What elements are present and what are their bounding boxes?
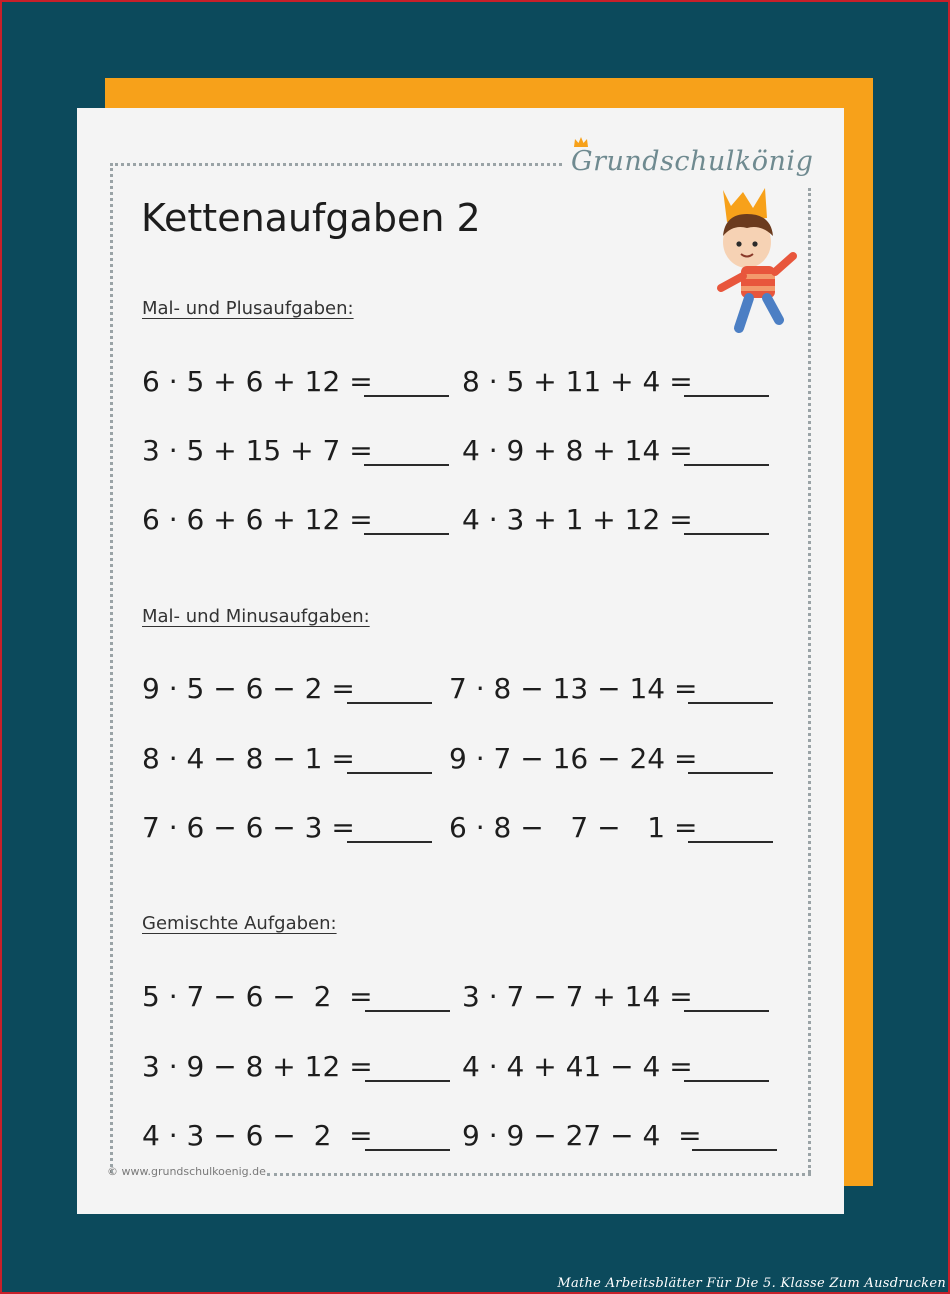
answer-blank[interactable] xyxy=(688,702,773,704)
section-heading-plus: Mal- und Plusaufgaben: xyxy=(142,298,354,319)
answer-blank[interactable] xyxy=(684,1080,769,1082)
answer-blank[interactable] xyxy=(692,1149,777,1151)
problem-right: 6 · 8 − 7 − 1 = xyxy=(449,811,698,844)
problem-row xyxy=(77,362,844,402)
answer-blank[interactable] xyxy=(688,772,773,774)
problem-right: 4 · 4 + 41 − 4 = xyxy=(462,1050,693,1083)
mascot-boy-icon xyxy=(713,178,803,338)
problem-left: 6 · 6 + 6 + 12 = xyxy=(142,503,373,536)
answer-blank[interactable] xyxy=(364,395,449,397)
worksheet xyxy=(77,108,844,1214)
answer-blank[interactable] xyxy=(684,533,769,535)
brand-logo: Grundschulkönig xyxy=(571,146,814,177)
problem-right: 4 · 9 + 8 + 14 = xyxy=(462,434,693,467)
problem-left: 3 · 5 + 15 + 7 = xyxy=(142,434,373,467)
problem-left: 8 · 4 − 8 − 1 = xyxy=(142,742,355,775)
dotted-border-top xyxy=(110,163,562,166)
answer-blank[interactable] xyxy=(364,533,449,535)
problem-left: 4 · 3 − 6 − 2 = xyxy=(142,1119,373,1152)
section-heading-mixed: Gemischte Aufgaben: xyxy=(142,913,337,934)
answer-blank[interactable] xyxy=(347,841,432,843)
problem-left: 3 · 9 − 8 + 12 = xyxy=(142,1050,373,1083)
problem-right: 3 · 7 − 7 + 14 = xyxy=(462,980,693,1013)
answer-blank[interactable] xyxy=(365,1080,450,1082)
answer-blank[interactable] xyxy=(684,395,769,397)
problem-right: 9 · 7 − 16 − 24 = xyxy=(449,742,698,775)
problem-left: 5 · 7 − 6 − 2 = xyxy=(142,980,373,1013)
problem-right: 7 · 8 − 13 − 14 = xyxy=(449,672,698,705)
answer-blank[interactable] xyxy=(365,1149,450,1151)
answer-blank[interactable] xyxy=(688,841,773,843)
answer-blank[interactable] xyxy=(365,1010,450,1012)
answer-blank[interactable] xyxy=(684,1010,769,1012)
problem-right: 8 · 5 + 11 + 4 = xyxy=(462,365,693,398)
problem-left: 9 · 5 − 6 − 2 = xyxy=(142,672,355,705)
dotted-border-bottom xyxy=(267,1173,811,1176)
problem-left: 6 · 5 + 6 + 12 = xyxy=(142,365,373,398)
problem-row xyxy=(77,739,844,779)
problem-row xyxy=(77,977,844,1017)
answer-blank[interactable] xyxy=(347,772,432,774)
problem-row xyxy=(77,669,844,709)
dotted-border-left xyxy=(110,163,113,1173)
image-caption: Mathe Arbeitsblätter Für Die 5. Klasse Zum Ausdrucken xyxy=(557,1276,946,1291)
answer-blank[interactable] xyxy=(347,702,432,704)
problem-row xyxy=(77,500,844,540)
problem-left: 7 · 6 − 6 − 3 = xyxy=(142,811,355,844)
worksheet-title: Kettenaufgaben 2 xyxy=(141,196,481,240)
problem-row xyxy=(77,808,844,848)
answer-blank[interactable] xyxy=(684,464,769,466)
copyright-footer: © www.grundschulkoenig.de xyxy=(107,1165,266,1178)
problem-row xyxy=(77,1047,844,1087)
problem-row xyxy=(77,1116,844,1156)
problem-right: 9 · 9 − 27 − 4 = xyxy=(462,1119,702,1152)
answer-blank[interactable] xyxy=(364,464,449,466)
problem-right: 4 · 3 + 1 + 12 = xyxy=(462,503,693,536)
section-heading-minus: Mal- und Minusaufgaben: xyxy=(142,606,370,627)
problem-row xyxy=(77,431,844,471)
